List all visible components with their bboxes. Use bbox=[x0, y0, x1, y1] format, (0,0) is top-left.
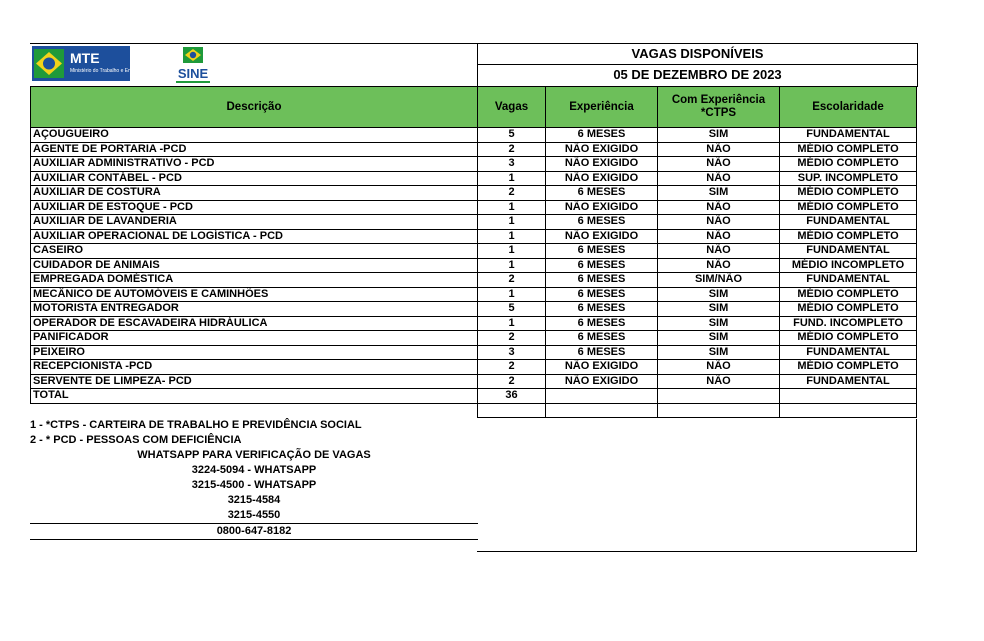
job-ctps: NÃO bbox=[658, 374, 780, 389]
job-description: AUXILIAR DE ESTOQUE - PCD bbox=[31, 200, 478, 215]
job-escolaridade: MÉDIO COMPLETO bbox=[780, 331, 917, 346]
table-row bbox=[31, 171, 917, 186]
job-experiencia: 6 MESES bbox=[546, 302, 658, 317]
job-escolaridade: FUNDAMENTAL bbox=[780, 345, 917, 360]
table-row bbox=[31, 157, 917, 172]
logos-area bbox=[30, 43, 477, 87]
job-description: PANIFICADOR bbox=[31, 331, 478, 346]
table-header-row bbox=[31, 87, 917, 128]
spacer-row bbox=[31, 403, 917, 418]
col-descricao: Descrição bbox=[31, 87, 478, 128]
job-ctps: SIM bbox=[658, 186, 780, 201]
mte-logo bbox=[32, 46, 146, 81]
job-ctps: SIM bbox=[658, 316, 780, 331]
job-description: MOTORISTA ENTREGADOR bbox=[31, 302, 478, 317]
job-description: CUIDADOR DE ANIMAIS bbox=[31, 258, 478, 273]
job-vagas: 2 bbox=[478, 360, 546, 375]
job-escolaridade: FUNDAMENTAL bbox=[780, 273, 917, 288]
job-ctps: SIM bbox=[658, 302, 780, 317]
job-ctps: NÃO bbox=[658, 360, 780, 375]
table-row bbox=[31, 229, 917, 244]
job-ctps: SIM bbox=[658, 331, 780, 346]
job-vagas: 2 bbox=[478, 374, 546, 389]
job-experiencia: 6 MESES bbox=[546, 244, 658, 259]
job-ctps: NÃO bbox=[658, 200, 780, 215]
total-ctps-empty bbox=[658, 389, 780, 404]
svg-text:Ministério do Trabalho e Empre: Ministério do Trabalho e Emprego bbox=[70, 68, 146, 74]
phone-1: 3224-5094 - WHATSAPP bbox=[191, 464, 317, 476]
job-vagas: 3 bbox=[478, 157, 546, 172]
job-experiencia: 6 MESES bbox=[546, 215, 658, 230]
job-vagas: 2 bbox=[478, 186, 546, 201]
job-ctps: NÃO bbox=[658, 244, 780, 259]
spacer-cell bbox=[780, 403, 917, 418]
job-escolaridade: MÉDIO COMPLETO bbox=[780, 302, 917, 317]
job-ctps: NÃO bbox=[658, 258, 780, 273]
job-description: AGENTE DE PORTARIA -PCD bbox=[31, 142, 478, 157]
job-ctps: SIM bbox=[658, 345, 780, 360]
job-experiencia: 6 MESES bbox=[546, 287, 658, 302]
col-ctps: Com Experiência *CTPS bbox=[658, 87, 780, 128]
job-description: OPERADOR DE ESCAVADEIRA HIDRÁULICA bbox=[31, 316, 478, 331]
table-row bbox=[31, 345, 917, 360]
job-description: SERVENTE DE LIMPEZA- PCD bbox=[31, 374, 478, 389]
job-description: AUXILIAR DE COSTURA bbox=[31, 186, 478, 201]
spacer-cell bbox=[31, 403, 478, 418]
job-experiencia: NÃO EXIGIDO bbox=[546, 157, 658, 172]
title-box bbox=[477, 43, 918, 87]
phone-4: 3215-4550 bbox=[227, 509, 281, 521]
job-ctps: SIM bbox=[658, 287, 780, 302]
job-escolaridade: FUNDAMENTAL bbox=[780, 128, 917, 143]
table-row bbox=[31, 287, 917, 302]
total-label: TOTAL bbox=[31, 389, 478, 404]
page-date: 05 DE DEZEMBRO DE 2023 bbox=[613, 67, 782, 82]
table-row bbox=[31, 244, 917, 259]
total-exp-empty bbox=[546, 389, 658, 404]
col-escolaridade: Escolaridade bbox=[780, 87, 917, 128]
job-experiencia: 6 MESES bbox=[546, 316, 658, 331]
note-pcd: 2 - * PCD - PESSOAS COM DEFICIÊNCIA bbox=[30, 434, 242, 446]
job-experiencia: NÃO EXIGIDO bbox=[546, 200, 658, 215]
table-row bbox=[31, 331, 917, 346]
job-escolaridade: MÉDIO COMPLETO bbox=[780, 157, 917, 172]
job-ctps: SIM bbox=[658, 128, 780, 143]
job-escolaridade: FUNDAMENTAL bbox=[780, 244, 917, 259]
job-experiencia: 6 MESES bbox=[546, 186, 658, 201]
spacer-cell bbox=[658, 403, 780, 418]
job-description: AUXILIAR OPERACIONAL DE LOGÍSTICA - PCD bbox=[31, 229, 478, 244]
svg-text:SINE: SINE bbox=[177, 66, 209, 81]
job-description: MECÂNICO DE AUTOMÓVEIS E CAMINHÕES bbox=[31, 287, 478, 302]
table-row bbox=[31, 302, 917, 317]
job-vagas: 2 bbox=[478, 273, 546, 288]
tollfree-phone: 0800-647-8182 bbox=[30, 523, 478, 540]
job-ctps: SIM/NÃO bbox=[658, 273, 780, 288]
job-escolaridade: MÉDIO COMPLETO bbox=[780, 186, 917, 201]
job-ctps: NÃO bbox=[658, 171, 780, 186]
job-escolaridade: MÉDIO COMPLETO bbox=[780, 142, 917, 157]
job-vagas: 1 bbox=[478, 316, 546, 331]
jobs-table bbox=[30, 86, 917, 418]
svg-text:MTE: MTE bbox=[70, 50, 100, 66]
job-escolaridade: SUP. INCOMPLETO bbox=[780, 171, 917, 186]
phone-2: 3215-4500 - WHATSAPP bbox=[191, 479, 317, 491]
job-vagas: 5 bbox=[478, 128, 546, 143]
job-escolaridade: MÉDIO INCOMPLETO bbox=[780, 258, 917, 273]
job-escolaridade: MÉDIO COMPLETO bbox=[780, 200, 917, 215]
job-vagas: 2 bbox=[478, 142, 546, 157]
job-description: EMPREGADA DOMÉSTICA bbox=[31, 273, 478, 288]
job-experiencia: 6 MESES bbox=[546, 331, 658, 346]
job-description: AUXILIAR ADMINISTRATIVO - PCD bbox=[31, 157, 478, 172]
job-experiencia: NÃO EXIGIDO bbox=[546, 360, 658, 375]
job-vagas: 1 bbox=[478, 171, 546, 186]
table-row bbox=[31, 186, 917, 201]
table-row bbox=[31, 316, 917, 331]
page-title: VAGAS DISPONÍVEIS bbox=[478, 44, 917, 65]
table-row bbox=[31, 200, 917, 215]
job-description: RECEPCIONISTA -PCD bbox=[31, 360, 478, 375]
job-ctps: NÃO bbox=[658, 157, 780, 172]
job-description: AÇOUGUEIRO bbox=[31, 128, 478, 143]
total-row bbox=[31, 389, 917, 404]
phone-3: 3215-4584 bbox=[227, 494, 281, 506]
job-experiencia: 6 MESES bbox=[546, 273, 658, 288]
empty-right-box bbox=[477, 419, 917, 552]
col-experiencia: Experiência bbox=[546, 87, 658, 128]
job-experiencia: NÃO EXIGIDO bbox=[546, 229, 658, 244]
job-vagas: 5 bbox=[478, 302, 546, 317]
total-vagas: 36 bbox=[478, 389, 546, 404]
note-ctps: 1 - *CTPS - CARTEIRA DE TRABALHO E PREVIDÊNCIA SOCIAL bbox=[30, 419, 362, 431]
job-ctps: NÃO bbox=[658, 142, 780, 157]
table-row bbox=[31, 142, 917, 157]
job-experiencia: NÃO EXIGIDO bbox=[546, 374, 658, 389]
job-experiencia: 6 MESES bbox=[546, 128, 658, 143]
table-row bbox=[31, 360, 917, 375]
job-description: AUXILIAR CONTÁBEL - PCD bbox=[31, 171, 478, 186]
job-escolaridade: MÉDIO COMPLETO bbox=[780, 360, 917, 375]
job-vagas: 1 bbox=[478, 287, 546, 302]
job-experiencia: 6 MESES bbox=[546, 258, 658, 273]
table-row bbox=[31, 273, 917, 288]
table-row bbox=[31, 258, 917, 273]
job-vagas: 1 bbox=[478, 244, 546, 259]
job-escolaridade: FUNDAMENTAL bbox=[780, 215, 917, 230]
job-vagas: 3 bbox=[478, 345, 546, 360]
job-vagas: 1 bbox=[478, 200, 546, 215]
whatsapp-title: WHATSAPP PARA VERIFICAÇÃO DE VAGAS bbox=[137, 449, 371, 461]
table-row bbox=[31, 128, 917, 143]
spacer-cell bbox=[478, 403, 546, 418]
job-escolaridade: MÉDIO COMPLETO bbox=[780, 229, 917, 244]
job-description: CASEIRO bbox=[31, 244, 478, 259]
header bbox=[30, 43, 917, 86]
col-vagas: Vagas bbox=[478, 87, 546, 128]
total-esc-empty bbox=[780, 389, 917, 404]
spacer-cell bbox=[546, 403, 658, 418]
job-vagas: 1 bbox=[478, 258, 546, 273]
job-experiencia: NÃO EXIGIDO bbox=[546, 171, 658, 186]
table-row bbox=[31, 374, 917, 389]
table-row bbox=[31, 215, 917, 230]
job-escolaridade: FUNDAMENTAL bbox=[780, 374, 917, 389]
job-experiencia: 6 MESES bbox=[546, 345, 658, 360]
job-vagas: 1 bbox=[478, 229, 546, 244]
notes bbox=[30, 418, 478, 540]
job-vagas: 2 bbox=[478, 331, 546, 346]
job-escolaridade: MÉDIO COMPLETO bbox=[780, 287, 917, 302]
sine-logo bbox=[168, 45, 218, 85]
job-ctps: NÃO bbox=[658, 229, 780, 244]
job-vagas: 1 bbox=[478, 215, 546, 230]
job-escolaridade: FUND. INCOMPLETO bbox=[780, 316, 917, 331]
job-description: AUXILIAR DE LAVANDERIA bbox=[31, 215, 478, 230]
job-ctps: NÃO bbox=[658, 215, 780, 230]
job-description: PEIXEIRO bbox=[31, 345, 478, 360]
job-experiencia: NÃO EXIGIDO bbox=[546, 142, 658, 157]
